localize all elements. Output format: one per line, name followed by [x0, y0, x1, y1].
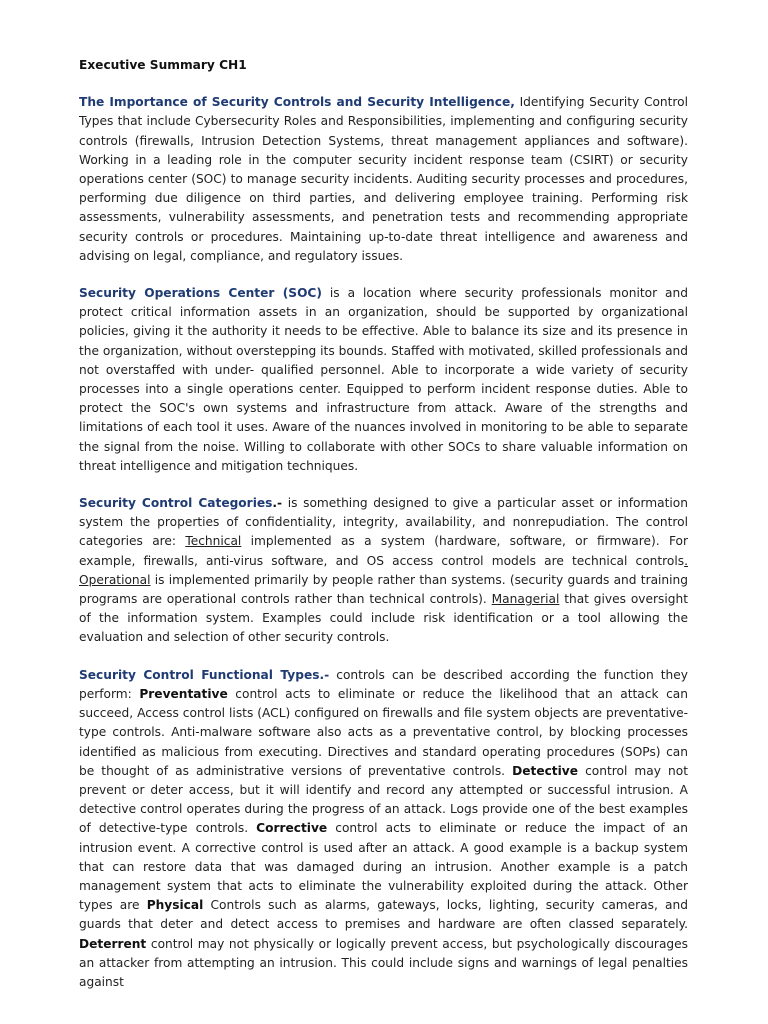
paragraph-text: that gives oversight of the information system. Examples could include risk identification or a tool allowing the evaluation and selection of other security controls. — [79, 592, 688, 645]
term-deterrent: Deterrent — [79, 936, 147, 951]
paragraph-text: control acts to eliminate or reduce the likelihood that an attack can succeed, Access control lists (ACL) configured on firewalls and file system objects are preventative-type controls. Anti-malware software also acts as a preventative control, by blocking processes identified as malicious from executing. Directives and standard operating procedures (SOPs) can be thought of as administrative versions of preventative controls. — [79, 686, 688, 778]
paragraph-soc — [79, 284, 688, 476]
heading-control-categories: Security Control Categories — [79, 496, 273, 511]
term-managerial: Managerial — [491, 592, 560, 607]
paragraph-security-intelligence — [79, 93, 688, 266]
term-technical: Technical — [185, 534, 242, 549]
paragraph-text: controls can be described according the function they perform: — [79, 667, 688, 701]
term-operational: . Operational — [79, 553, 688, 587]
term-preventative: Preventative — [139, 686, 228, 701]
paragraph-text: Controls such as alarms, gateways, locks, lighting, security cameras, and guards that deter and detect access to premises and hardware are often classed separately. — [79, 898, 688, 932]
paragraph-text: is something designed to give a particular asset or information system the properties of confidentiality, integrity, availability, and nonrepudiation. The control categories are: — [79, 496, 688, 549]
document-page — [79, 56, 688, 1010]
heading-soc: Security Operations Center (SOC) — [79, 286, 322, 301]
paragraph-text: implemented as a system (hardware, software, or firmware). For example, firewalls, anti-virus software, and OS access control models are technical controls — [79, 534, 688, 568]
term-physical: Physical — [146, 898, 204, 913]
paragraph-text: Identifying Security Control Types that include Cybersecurity Roles and Responsibilities, implementing and configuring security controls (firewalls, Intrusion Detection Systems, threat management appliances and software). Working in a leading role in the computer security incident response team (CSIRT) or security operations center (SOC) to manage security incidents. Auditing security processes and procedures, performing due diligence on third parties, and delivering employee training. Performing risk assessments, vulnerability assessments, and penetration tests and recommending appropriate security controls or procedures. Maintaining up-to-date threat intelligence and awareness and advising on legal, compliance, and regulatory issues. — [79, 95, 688, 263]
heading-functional-types: Security Control Functional Types.- — [79, 667, 330, 682]
paragraph-text: control may not prevent or deter access, but it will identify and record any attempted or successful intrusion. A detective control operates during the progress of an attack. Logs provide one of the best examples of detective-type controls. — [79, 763, 688, 836]
term-corrective: Corrective — [256, 821, 328, 836]
paragraph-text: control may not physically or logically prevent access, but psychologically discourages an attacker from attempting an intrusion. This could include signs and warnings of legal penalties against — [79, 936, 688, 989]
document-title: Executive Summary CH1 — [79, 58, 247, 72]
paragraph-text: is implemented primarily by people rather than systems. (security guards and training programs are operational controls rather than technical controls). — [79, 572, 688, 607]
heading-security-intelligence: The Importance of Security Controls and Security Intelligence, — [79, 95, 515, 110]
paragraph-control-categories — [79, 494, 688, 648]
paragraph-functional-types — [79, 666, 688, 992]
term-detective: Detective — [512, 763, 579, 778]
heading-suffix: .- — [272, 496, 283, 511]
paragraph-text: control acts to eliminate or reduce the impact of an intrusion event. A corrective control is used after an attack. A good example is a backup system that can restore data that was damaged during an intrusion. Another example is a patch management system that acts to eliminate the vulnerability exploited during the attack. Other types are — [79, 821, 688, 913]
paragraph-text: is a location where security professionals monitor and protect critical information assets in an organization, should be supported by organizational policies, giving it the authority it needs to be effective. Able to balance its size and its presence in the organization, without overstepping its bounds. Staffed with motivated, skilled professionals and not overstaffed with under- qualified personnel. Able to incorporate a wide variety of security processes into a single operations center. Equipped to perform incident response duties. Able to protect the SOC's own systems and infrastructure from attack. Aware of the strengths and limitations of each tool it uses. Aware of the nuances involved in monitoring to be able to separate the signal from the noise. Willing to collaborate with other SOCs to share valuable information on threat intelligence and mitigation techniques. — [79, 286, 688, 473]
